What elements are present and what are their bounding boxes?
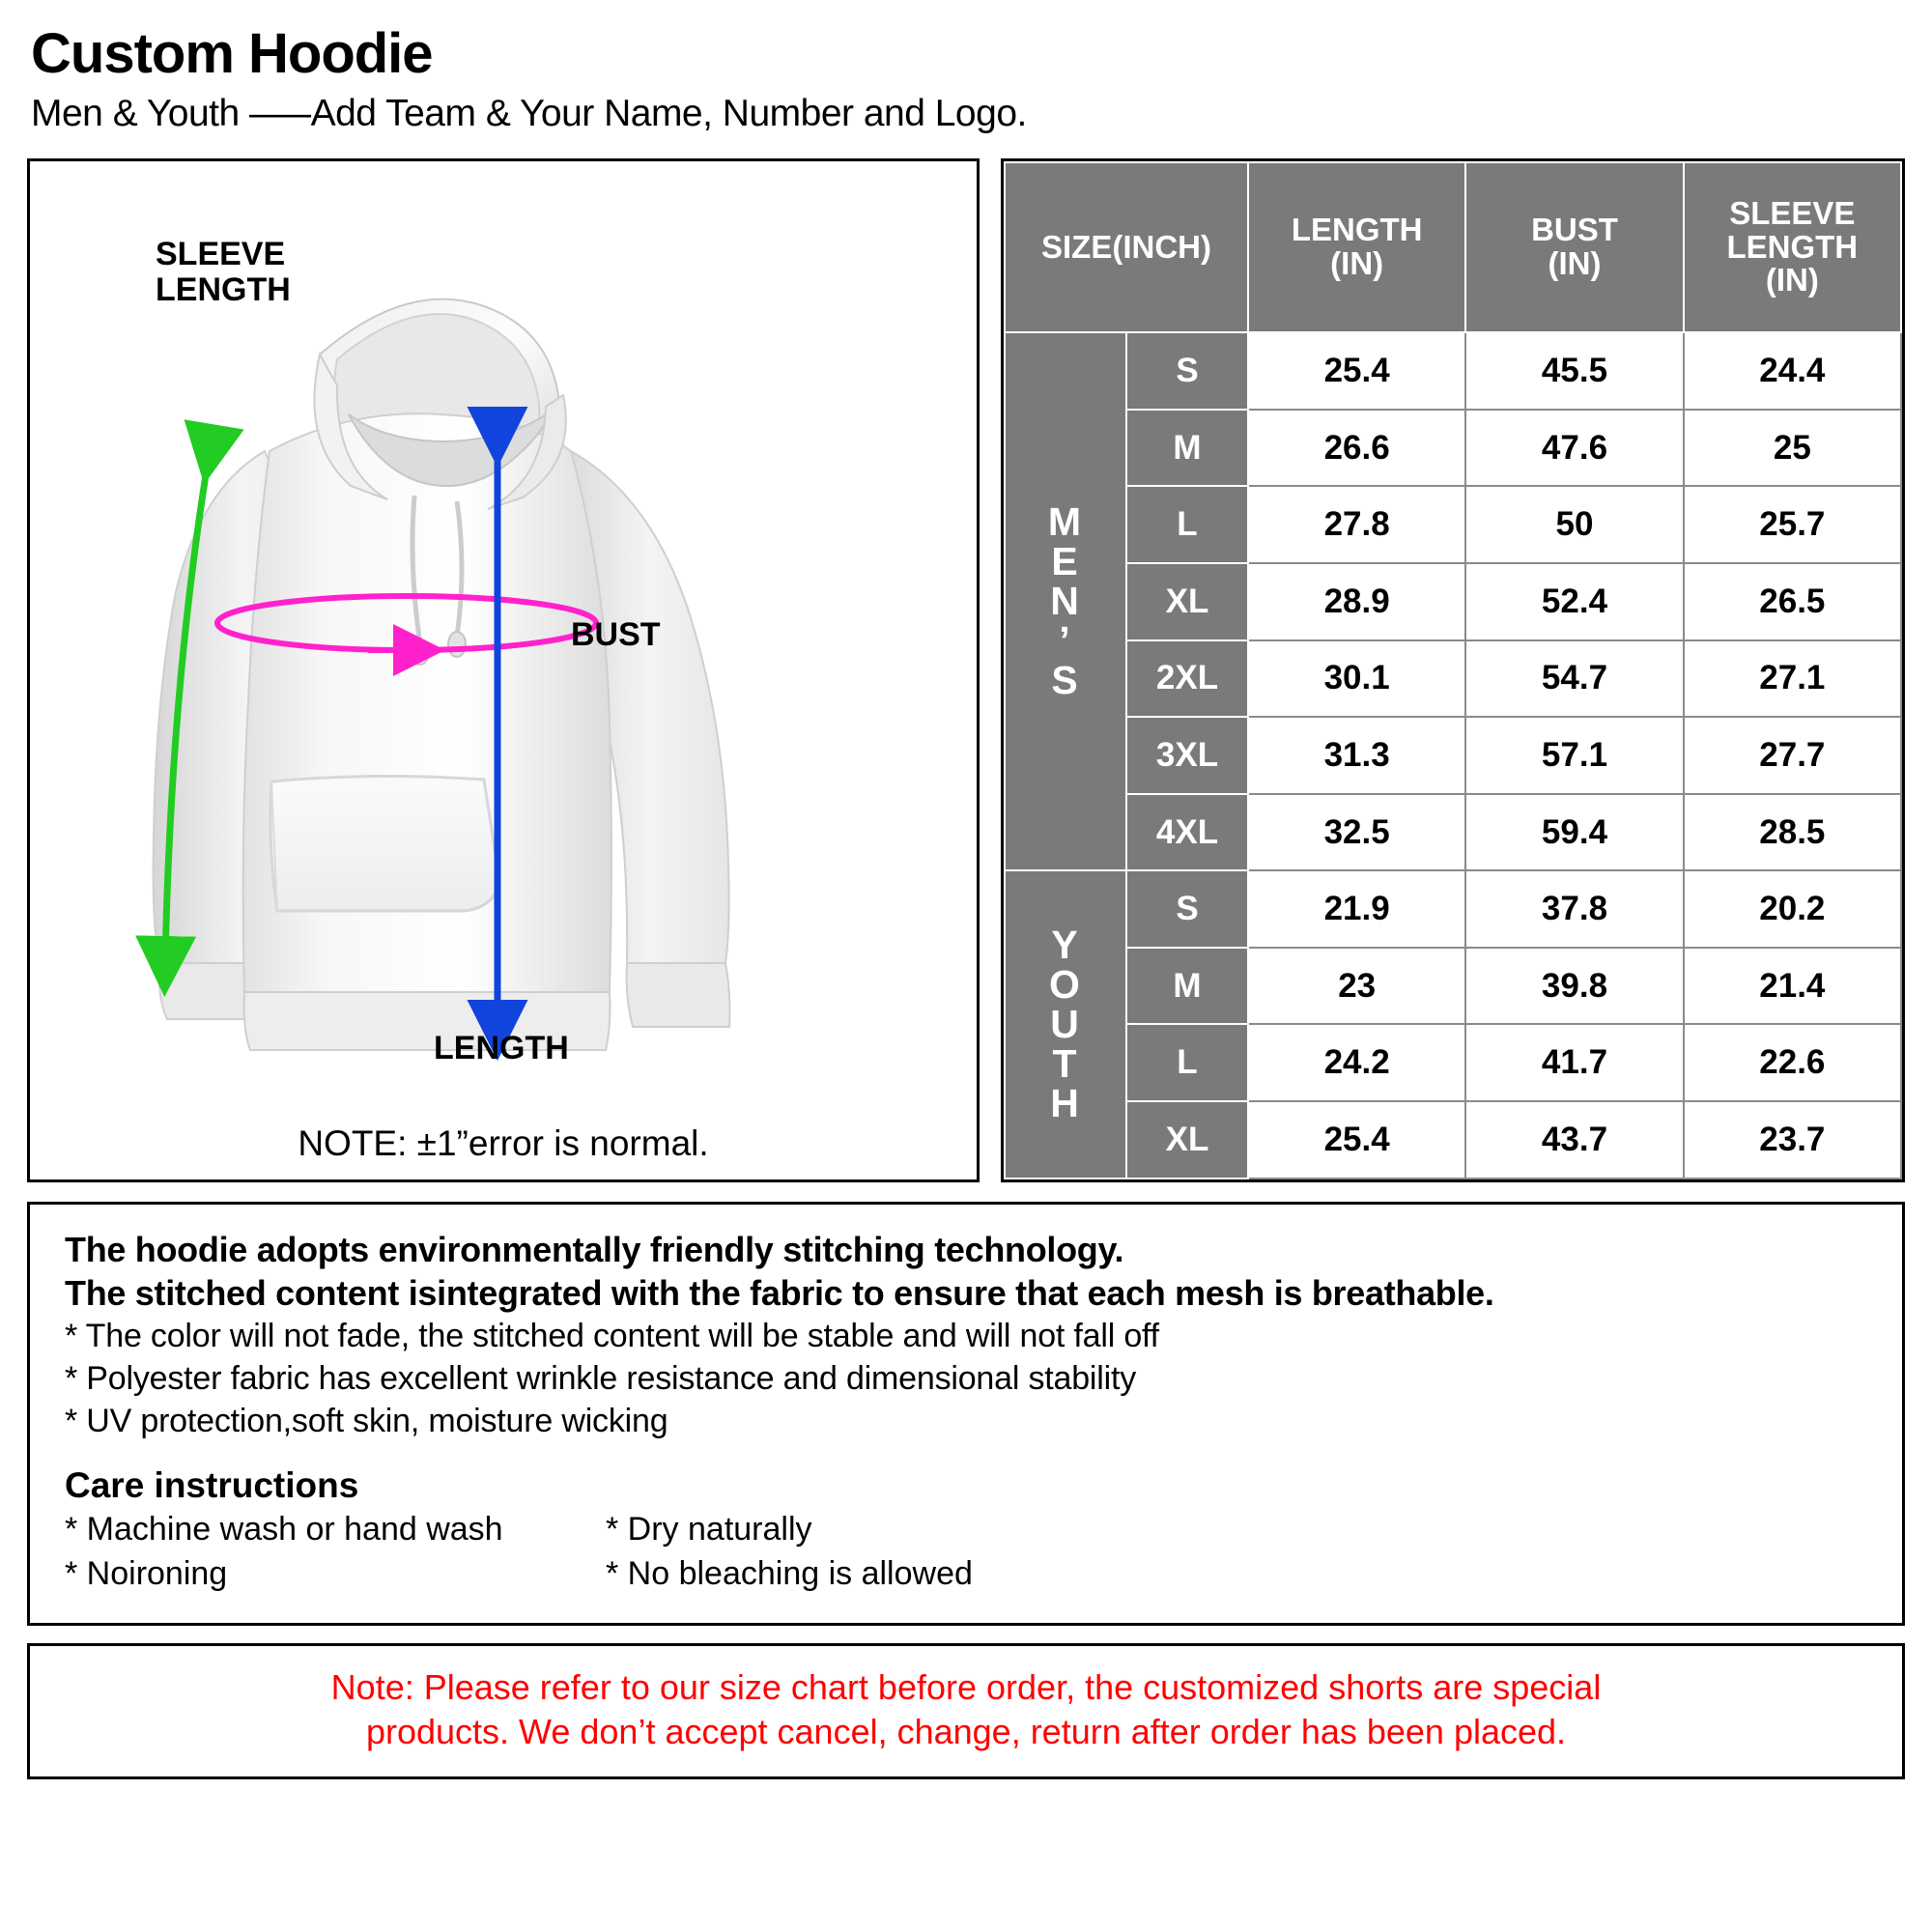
table-row xyxy=(1005,1101,1901,1179)
size-cell: XL xyxy=(1126,1101,1248,1179)
sleeve-length-label: SLEEVE LENGTH xyxy=(156,235,291,309)
care-item: * Machine wash or hand wash xyxy=(65,1511,503,1548)
hoodie-illustration xyxy=(30,161,977,1179)
length-cell: 31.3 xyxy=(1248,717,1465,794)
length-cell: 21.9 xyxy=(1248,870,1465,948)
info-bullet-3: * UV protection,soft skin, moisture wicking xyxy=(65,1403,668,1440)
hoodie-diagram-panel xyxy=(27,158,980,1182)
bust-cell: 50 xyxy=(1465,486,1683,563)
care-item: * No bleaching is allowed xyxy=(606,1555,973,1593)
care-item: * Dry naturally xyxy=(606,1511,812,1548)
info-strong-line-1: The hoodie adopts environmentally friendly stitching technology. xyxy=(65,1229,1124,1269)
header-sleeve-length: SLEEVE LENGTH (IN) xyxy=(1684,162,1901,333)
header-size: SIZE(INCH) xyxy=(1005,162,1248,333)
bust-label: BUST xyxy=(571,615,661,653)
care-instructions-list xyxy=(65,1508,1867,1595)
sleeve-cell: 21.4 xyxy=(1684,948,1901,1025)
group-label-youth: Y O U T H xyxy=(1005,870,1126,1178)
length-cell: 25.4 xyxy=(1248,332,1465,410)
size-cell: 3XL xyxy=(1126,717,1248,794)
table-row xyxy=(1005,410,1901,487)
length-label: LENGTH xyxy=(434,1029,569,1066)
group-label-mens: M E N ’ S xyxy=(1005,332,1126,870)
page-subtitle: Men & Youth –––Add Team & Your Name, Number and Logo. xyxy=(31,92,1027,134)
bust-cell: 59.4 xyxy=(1465,794,1683,871)
bust-cell: 47.6 xyxy=(1465,410,1683,487)
size-cell: 4XL xyxy=(1126,794,1248,871)
size-chart-table xyxy=(1004,161,1902,1179)
order-policy-line-1: Note: Please refer to our size chart before order, the customized shorts are special xyxy=(330,1666,1602,1707)
bust-cell: 39.8 xyxy=(1465,948,1683,1025)
bust-cell: 37.8 xyxy=(1465,870,1683,948)
size-cell: L xyxy=(1126,1024,1248,1101)
sleeve-cell: 23.7 xyxy=(1684,1101,1901,1179)
size-cell: M xyxy=(1126,410,1248,487)
table-header-row xyxy=(1005,162,1901,333)
table-row xyxy=(1005,1024,1901,1101)
size-cell: XL xyxy=(1126,563,1248,640)
info-strong-line-2: The stitched content isintegrated with the fabric to ensure that each mesh is breathable. xyxy=(65,1272,1494,1313)
sleeve-cell: 27.1 xyxy=(1684,640,1901,718)
length-cell: 32.5 xyxy=(1248,794,1465,871)
product-info-panel xyxy=(27,1202,1905,1626)
info-bullet-2: * Polyester fabric has excellent wrinkle resistance and dimensional stability xyxy=(65,1359,1137,1397)
sleeve-cell: 20.2 xyxy=(1684,870,1901,948)
care-item: * Noironing xyxy=(65,1555,228,1593)
header-bust: BUST (IN) xyxy=(1465,162,1683,333)
bust-cell: 41.7 xyxy=(1465,1024,1683,1101)
size-cell: L xyxy=(1126,486,1248,563)
order-policy-panel xyxy=(27,1643,1905,1780)
bust-cell: 57.1 xyxy=(1465,717,1683,794)
table-row xyxy=(1005,948,1901,1025)
sleeve-cell: 25.7 xyxy=(1684,486,1901,563)
info-bullet-1: * The color will not fade, the stitched content will be stable and will not fall off xyxy=(65,1317,1159,1354)
care-instructions-title: Care instructions xyxy=(65,1465,359,1506)
length-cell: 26.6 xyxy=(1248,410,1465,487)
size-cell: S xyxy=(1126,870,1248,948)
sleeve-cell: 26.5 xyxy=(1684,563,1901,640)
table-row xyxy=(1005,870,1901,948)
sleeve-cell: 22.6 xyxy=(1684,1024,1901,1101)
table-row xyxy=(1005,794,1901,871)
table-row xyxy=(1005,640,1901,718)
length-cell: 25.4 xyxy=(1248,1101,1465,1179)
table-row xyxy=(1005,563,1901,640)
table-row xyxy=(1005,717,1901,794)
sleeve-cell: 27.7 xyxy=(1684,717,1901,794)
length-cell: 24.2 xyxy=(1248,1024,1465,1101)
length-cell: 30.1 xyxy=(1248,640,1465,718)
sleeve-cell: 24.4 xyxy=(1684,332,1901,410)
bust-cell: 45.5 xyxy=(1465,332,1683,410)
table-row xyxy=(1005,486,1901,563)
size-cell: 2XL xyxy=(1126,640,1248,718)
top-section xyxy=(27,158,1905,1182)
header-length: LENGTH (IN) xyxy=(1248,162,1465,333)
length-cell: 28.9 xyxy=(1248,563,1465,640)
size-table-panel xyxy=(1001,158,1905,1182)
bust-cell: 54.7 xyxy=(1465,640,1683,718)
table-row xyxy=(1005,332,1901,410)
length-cell: 27.8 xyxy=(1248,486,1465,563)
page-title: Custom Hoodie xyxy=(31,22,433,85)
bust-cell: 43.7 xyxy=(1465,1101,1683,1179)
size-cell: S xyxy=(1126,332,1248,410)
order-policy-note xyxy=(59,1665,1873,1756)
size-cell: M xyxy=(1126,948,1248,1025)
order-policy-line-2: products. We don’t accept cancel, change, return after order has been placed. xyxy=(365,1712,1567,1752)
length-cell: 23 xyxy=(1248,948,1465,1025)
sleeve-cell: 25 xyxy=(1684,410,1901,487)
bust-cell: 52.4 xyxy=(1465,563,1683,640)
measurement-note: NOTE: ±1”error is normal. xyxy=(298,1122,709,1163)
sleeve-cell: 28.5 xyxy=(1684,794,1901,871)
